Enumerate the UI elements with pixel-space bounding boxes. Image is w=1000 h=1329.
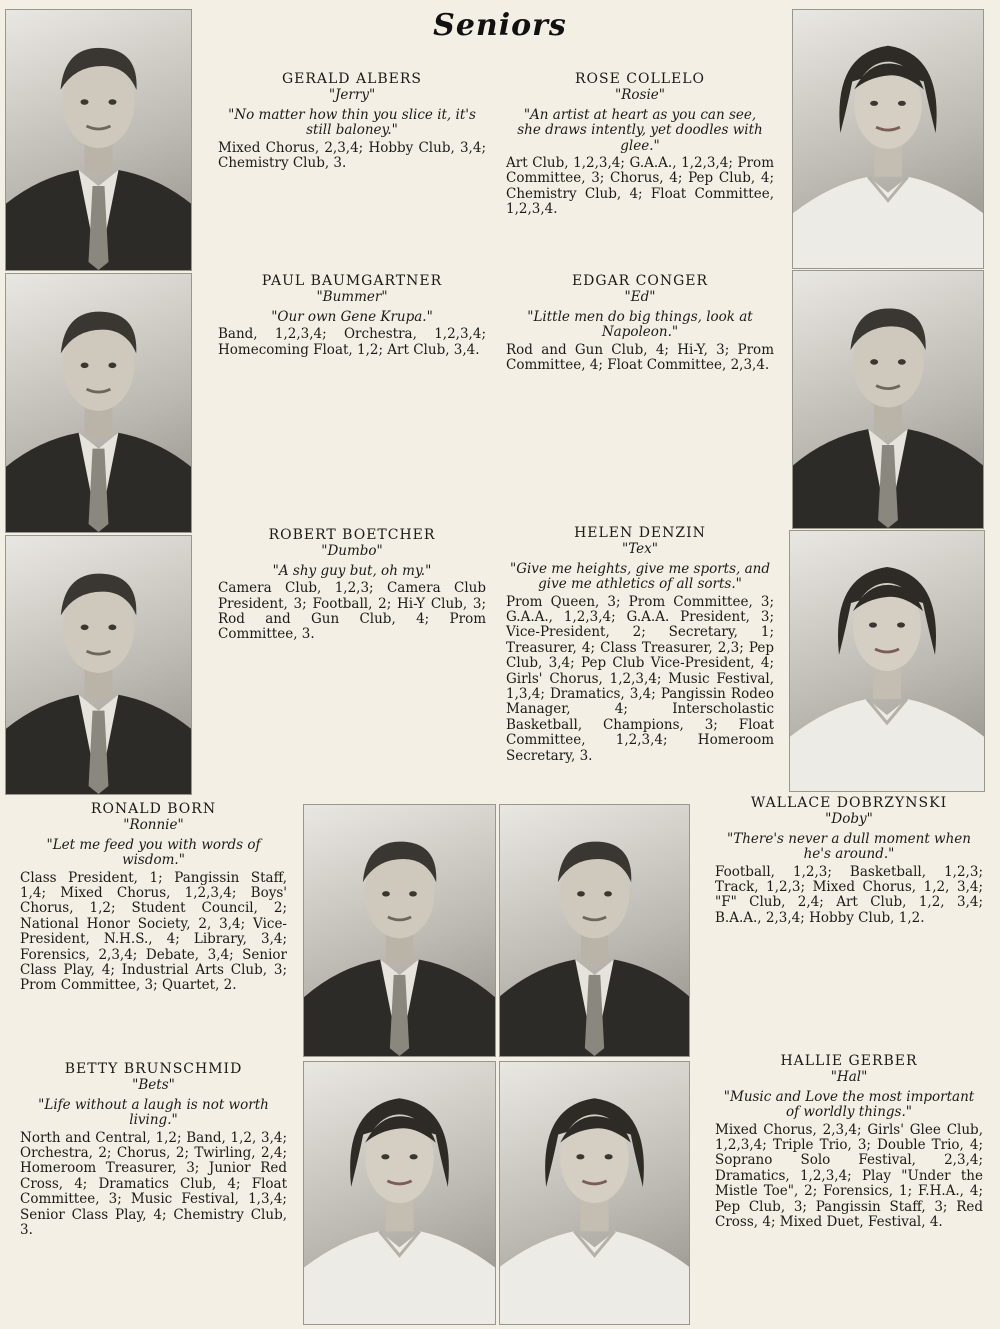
bio-gerald-albers (218, 72, 486, 171)
senior-name: ROSE COLLELO (574, 71, 706, 87)
senior-nickname: "Jerry" (328, 87, 376, 104)
portrait-ronald-born (304, 805, 495, 1056)
senior-nickname: "Bummer" (316, 289, 388, 306)
senior-nickname: "Ronnie" (123, 817, 184, 834)
senior-name: HALLIE GERBER (780, 1053, 918, 1069)
senior-quote: "Music and Love the most important of worldly things." (723, 1088, 975, 1121)
senior-activities: Band, 1,2,3,4; Orchestra, 1,2,3,4; Homecoming Float, 1,2; Art Club, 3,4. (218, 326, 486, 358)
bio-rose-collelo (506, 72, 774, 218)
senior-quote: "Our own Gene Krupa." (271, 308, 433, 325)
senior-quote: "Let me feed you with words of wisdom." (46, 836, 261, 869)
portrait-gerald-albers (6, 10, 191, 270)
bio-paul-baumgartner (218, 274, 486, 358)
senior-name: BETTY BRUNSCHMID (64, 1061, 243, 1077)
senior-activities: North and Central, 1,2; Band, 1,2, 3,4; Orchestra, 2; Chorus, 2; Twirling, 2,4; Homeroom Treasurer, 3; Junior Red Cross, 4; Dramatics Club, 4; Float Committee, 3; Music Festival, 1,3,4; Senior Class Play, 4; Chemistry Club, 3. (20, 1129, 287, 1239)
senior-quote: "An artist at heart as you can see, she draws intently, yet doodles with glee." (517, 106, 763, 154)
senior-name: EDGAR CONGER (571, 273, 709, 289)
senior-nickname: "Dumbo" (321, 543, 383, 560)
portrait-hallie-gerber (500, 1062, 689, 1324)
senior-activities: Mixed Chorus, 2,3,4; Hobby Club, 3,4; Chemistry Club, 3. (218, 139, 486, 172)
bio-betty-brunschmid (20, 1062, 287, 1238)
portrait-rose-collelo (793, 10, 983, 268)
portrait-betty-brunschmid (304, 1062, 495, 1324)
bio-hallie-gerber (715, 1054, 983, 1230)
senior-quote: "No matter how thin you slice it, it's still baloney." (228, 106, 476, 139)
portrait-paul-baumgartner (6, 274, 191, 532)
senior-activities: Prom Queen, 3; Prom Committee, 3; G.A.A., 1,2,3,4; G.A.A. President, 3; Vice-President, 2; Secretary, 1; Treasurer, 4; Class Treasurer, 2,3; Pep Club, 3,4; Pep Club Vice-President, 4; Girls' Chorus, 1,2,3,4; Music Festival, 1,3,4; Dramatics, 3,4; Pangissin Rodeo Manager, 4; Interscholastic Basketball, Champions, 3; Float Committee, 1,2,3,4; Homeroom Secretary, 3. (506, 593, 774, 764)
senior-quote: "Give me heights, give me sports, and give me athletics of all sorts." (510, 560, 770, 593)
senior-nickname: "Ed" (624, 289, 656, 306)
senior-name: PAUL BAUMGARTNER (261, 273, 443, 289)
senior-name: ROBERT BOETCHER (268, 527, 436, 543)
senior-name: WALLACE DOBRZYNSKI (750, 795, 948, 811)
senior-name: GERALD ALBERS (281, 71, 423, 87)
portrait-wallace-dobrzynski (500, 805, 689, 1056)
senior-quote: "Little men do big things, look at Napoleon." (527, 308, 753, 341)
senior-activities: Art Club, 1,2,3,4; G.A.A., 1,2,3,4; Prom Committee, 3; Chorus, 4; Pep Club, 4; Chemistry Club, 4; Float Committee, 1,2,3,4. (506, 155, 774, 218)
senior-name: RONALD BORN (90, 801, 217, 817)
bio-ronald-born (20, 802, 287, 994)
senior-nickname: "Rosie" (615, 87, 665, 104)
bio-helen-denzin (506, 526, 774, 764)
senior-nickname: "Tex" (622, 541, 658, 558)
senior-nickname: "Hal" (830, 1069, 868, 1086)
portrait-helen-denzin (790, 531, 984, 791)
senior-activities: Rod and Gun Club, 4; Hi-Y, 3; Prom Committee, 4; Float Committee, 2,3,4. (506, 341, 774, 374)
senior-quote: "A shy guy but, oh my." (272, 562, 432, 579)
portrait-robert-boetcher (6, 536, 191, 794)
bio-edgar-conger (506, 274, 774, 373)
bio-wallace-dobrzynski (715, 796, 983, 926)
senior-name: HELEN DENZIN (574, 525, 706, 541)
portrait-edgar-conger (793, 271, 983, 528)
page-title: Seniors (433, 8, 567, 43)
senior-activities: Mixed Chorus, 2,3,4; Girls' Glee Club, 1,2,3,4; Triple Trio, 3; Double Trio, 4; Soprano Solo Festival, 2,3,4; Dramatics, 1,2,3,4; Play "Under the Mistle Toe", 2; Forensics, 1; F.H.A., 4; Pep Club, 3; Pangissin Staff, 3; Red Cross, 4; Mixed Duet, Festival, 4. (715, 1121, 983, 1231)
senior-activities: Camera Club, 1,2,3; Camera Club President, 3; Football, 2; Hi-Y Club, 3; Rod and Gun Club, 4; Prom Committee, 3. (218, 580, 486, 643)
senior-quote: "Life without a laugh is not worth living." (38, 1096, 269, 1129)
senior-activities: Class President, 1; Pangissin Staff, 1,4; Mixed Chorus, 1,2,3,4; Boys' Chorus, 1,2; Student Council, 2; National Honor Society, 2, 3,4; Vice-President, N.H.S., 4; Library, 3,4; Forensics, 2,3,4; Debate, 3,4; Senior Class Play, 4; Industrial Arts Club, 3; Prom Committee, 3; Quartet, 2. (20, 869, 287, 994)
senior-activities: Football, 1,2,3; Basketball, 1,2,3; Track, 1,2,3; Mixed Chorus, 1,2, 3,4; "F" Club, 2,4; Art Club, 1,2, 3,4; B.A.A., 2,3,4; Hobby Club, 1,2. (715, 863, 983, 926)
senior-nickname: "Bets" (132, 1077, 175, 1094)
senior-quote: "There's never a dull moment when he's around." (727, 830, 971, 863)
bio-robert-boetcher (218, 528, 486, 643)
senior-nickname: "Doby" (825, 811, 873, 828)
